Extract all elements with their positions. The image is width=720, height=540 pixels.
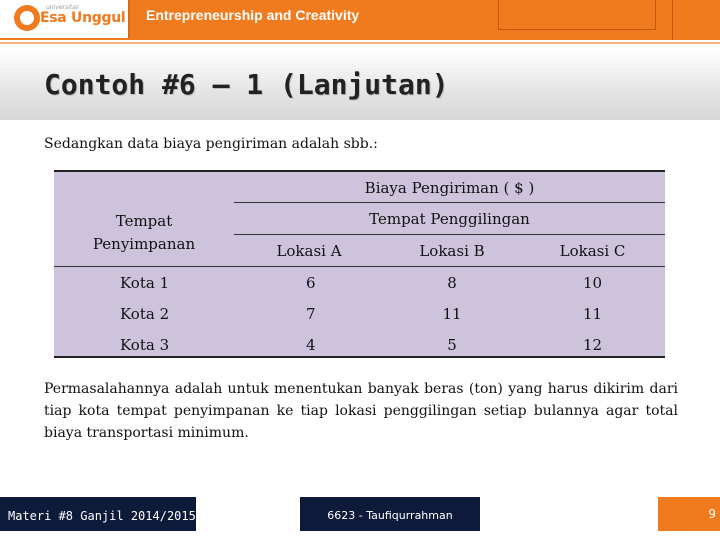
row-label: Kota 1 <box>120 274 170 292</box>
header-divider <box>0 42 720 44</box>
row-header-line1: Tempat <box>115 212 173 230</box>
table-cell: 11 <box>582 305 603 323</box>
row-header-line2: Penyimpanan <box>92 235 196 253</box>
column-header: Lokasi A <box>276 242 342 260</box>
shipping-cost-table <box>54 170 665 358</box>
slide-title: Contoh #6 – 1 (Lanjutan) <box>44 68 449 101</box>
logo-subtext: universitas <box>46 4 79 11</box>
header-decoration-right <box>672 0 720 40</box>
problem-paragraph: Permasalahannya adalah untuk menentukan banyak beras (ton) yang harus dikirim dari tiap kota tempat penyimpanan ke tiap lokasi penggilingan setiap bulannya agar total biaya transportasi minimum. <box>44 381 678 441</box>
sub-header: Tempat Penggilingan <box>369 210 530 228</box>
table-cell: 12 <box>582 336 603 354</box>
table-cell: 7 <box>306 305 316 323</box>
table-cell: 11 <box>442 305 462 323</box>
column-header: Lokasi B <box>419 242 485 260</box>
table-rule <box>54 266 665 267</box>
footer-author: 6623 - Taufiqurrahman <box>327 509 453 522</box>
logo-text: Esa Unggul <box>40 10 126 26</box>
intro-text: Sedangkan data biaya pengiriman adalah sbb.: <box>44 136 378 152</box>
logo <box>0 0 130 38</box>
table-cell: 6 <box>306 274 316 292</box>
table-rule <box>234 202 665 203</box>
group-header: Biaya Pengiriman ( $ ) <box>364 179 535 197</box>
table-cell: 5 <box>447 336 457 354</box>
table-cell: 4 <box>306 336 316 354</box>
page-number: 9 <box>708 507 716 521</box>
course-title: Entrepreneurship and Creativity <box>146 7 360 23</box>
table-rule <box>234 234 665 235</box>
table-cell: 10 <box>582 274 603 292</box>
row-label: Kota 2 <box>120 305 170 323</box>
logo-mark-icon <box>14 5 40 31</box>
table-cell: 8 <box>447 274 457 292</box>
footer-course-info: Materi #8 Ganjil 2014/2015 <box>8 509 196 523</box>
column-header: Lokasi C <box>559 242 626 260</box>
header-decoration <box>498 0 656 30</box>
row-label: Kota 3 <box>120 336 170 354</box>
